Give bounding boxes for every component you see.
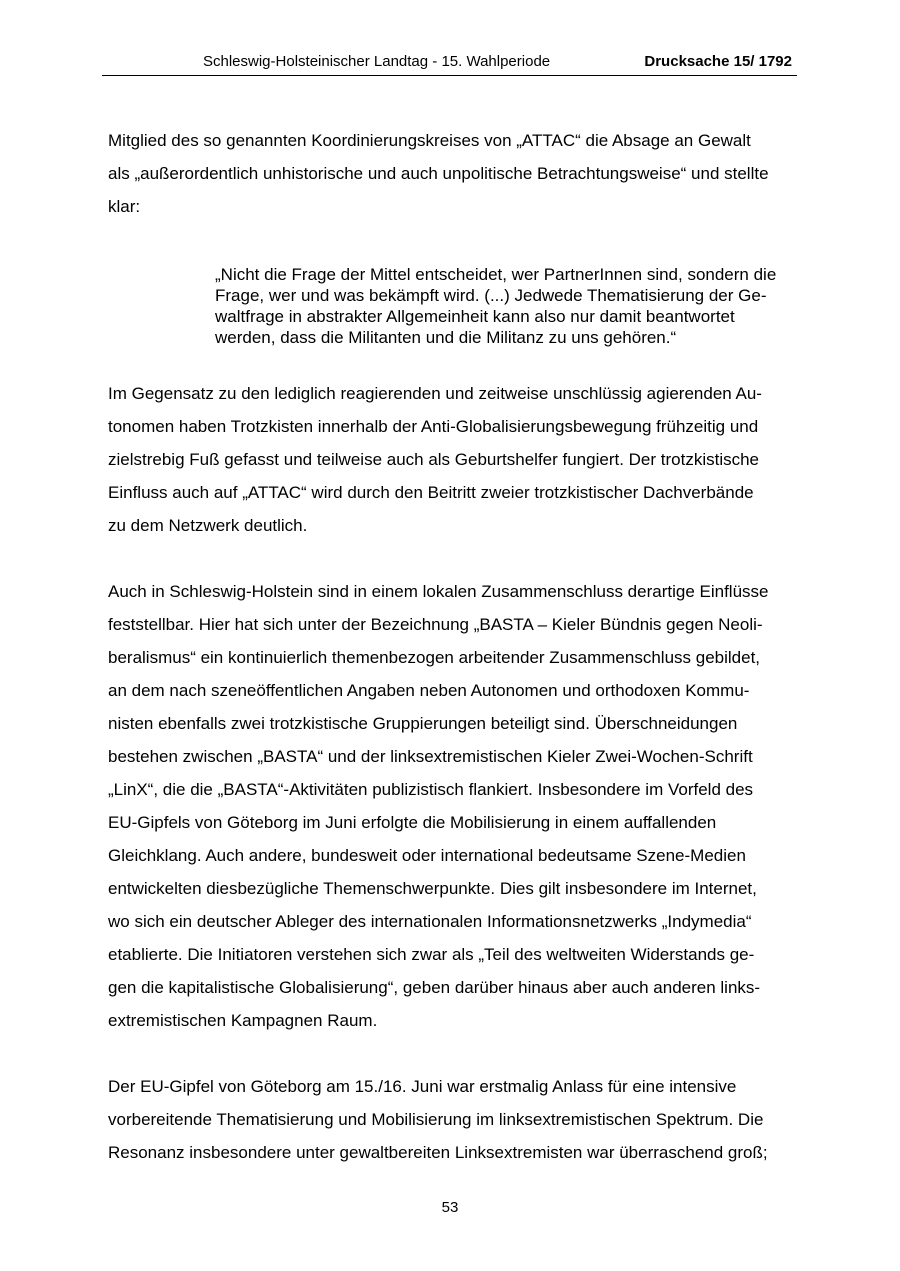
text-line: Der EU-Gipfel von Göteborg am 15./16. Juni war erstmalig Anlass für eine intensive [108,1077,737,1096]
block-quote [215,264,794,348]
text-line: Auch in Schleswig-Holstein sind in einem lokalen Zusammenschluss derartige Einflüsse [108,582,769,601]
text-line: Gleichklang. Auch andere, bundesweit oder international bedeutsame Szene-Medien [108,846,746,865]
text-line: extremistischen Kampagnen Raum. [108,1011,378,1030]
text-line: vorbereitende Thematisierung und Mobilisierung im linksextremistischen Spektrum. Die [108,1110,764,1129]
text-line: gen die kapitalistische Globalisierung“, geben darüber hinaus aber auch anderen links- [108,978,761,997]
text-line: tonomen haben Trotzkisten innerhalb der Anti-Globalisierungsbewegung frühzeitig und [108,417,759,436]
text-line: an dem nach szeneöffentlichen Angaben neben Autonomen und orthodoxen Kommu- [108,681,750,700]
text-line: wo sich ein deutscher Ableger des internationalen Informationsnetzwerks „Indymedia“ [108,912,752,931]
text-line: zielstrebig Fuß gefasst und teilweise auch als Geburtshelfer fungiert. Der trotzkistische [108,450,760,469]
text-line: Im Gegensatz zu den lediglich reagierenden und zeitweise unschlüssig agierenden Au- [108,384,762,403]
quote-line: „Nicht die Frage der Mittel entscheidet, wer PartnerInnen sind, sondern die [215,265,777,284]
paragraph-eu-gipfel [108,1070,794,1169]
header-title: Schleswig-Holsteinischer Landtag - 15. Wahlperiode [203,53,551,70]
text-line: bestehen zwischen „BASTA“ und der linksextremistischen Kieler Zwei-Wochen-Schrift [108,747,753,766]
quote-line: Frage, wer und was bekämpft wird. (...) Jedwede Thematisierung der Ge- [215,286,767,305]
document-number: Drucksache 15/ 1792 [644,53,792,70]
page-number: 53 [441,1199,459,1216]
text-line: etablierte. Die Initiatoren verstehen sich zwar als „Teil des weltweiten Widerstands ge- [108,945,755,964]
text-line: als „außerordentlich unhistorische und auch unpolitische Betrachtungsweise“ und stellte [108,164,769,183]
quote-line: waltfrage in abstrakter Allgemeinheit kann also nur damit beantwortet [215,307,735,326]
text-line: feststellbar. Hier hat sich unter der Bezeichnung „BASTA – Kieler Bündnis gegen Neoli- [108,615,763,634]
paragraph-intro [108,124,794,223]
paragraph-schleswig-holstein [108,575,794,1037]
text-line: Einfluss auch auf „ATTAC“ wird durch den Beitritt zweier trotzkistischer Dachverbände [108,483,754,502]
page-header [102,53,797,76]
text-line: zu dem Netzwerk deutlich. [108,516,308,535]
paragraph-trotzkisten [108,377,794,542]
text-line: beralismus“ ein kontinuierlich themenbezogen arbeitender Zusammenschluss gebildet, [108,648,761,667]
text-line: „LinX“, die die „BASTA“-Aktivitäten publizistisch flankiert. Insbesondere im Vorfeld des [108,780,754,799]
text-line: klar: [108,197,141,216]
page-content [108,124,794,1169]
text-line: EU-Gipfels von Göteborg im Juni erfolgte die Mobilisierung in einem auffallenden [108,813,717,832]
text-line: entwickelten diesbezügliche Themenschwerpunkte. Dies gilt insbesondere im Internet, [108,879,757,898]
text-line: Mitglied des so genannten Koordinierungskreises von „ATTAC“ die Absage an Gewalt [108,131,751,150]
text-line: nisten ebenfalls zwei trotzkistische Gruppierungen beteiligt sind. Überschneidungen [108,714,738,733]
quote-line: werden, dass die Militanten und die Militanz zu uns gehören.“ [215,328,677,347]
text-line: Resonanz insbesondere unter gewaltbereiten Linksextremisten war überraschend groß; [108,1143,768,1162]
